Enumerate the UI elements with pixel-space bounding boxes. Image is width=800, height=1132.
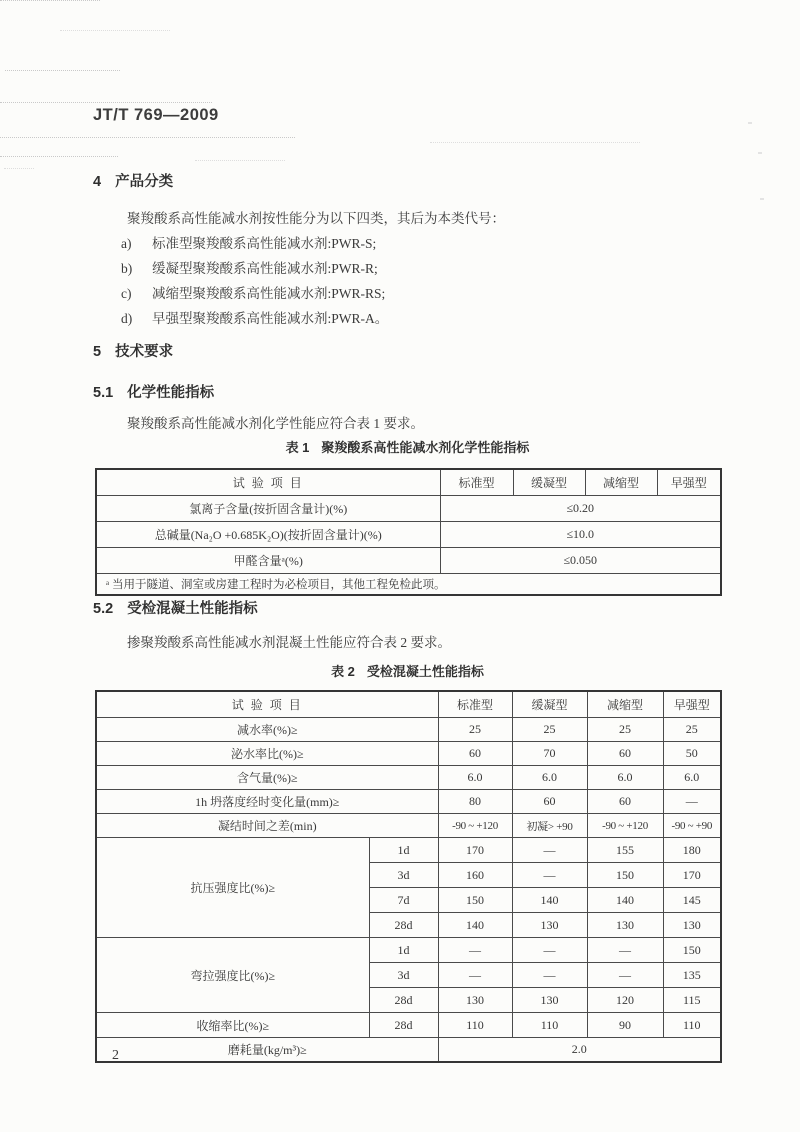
row-label: 含气量(%)≥ <box>96 766 438 790</box>
cell-value: -90 ~ +120 <box>587 814 663 838</box>
cell-value: 140 <box>438 913 512 938</box>
list-marker: b) <box>121 261 133 276</box>
clause-number: 4 <box>93 174 102 190</box>
cell-value: 115 <box>663 988 721 1013</box>
clause-5-heading <box>93 340 173 361</box>
cell-value: 130 <box>587 913 663 938</box>
scan-speck <box>758 152 762 154</box>
scan-speck <box>760 198 764 200</box>
table-header-row <box>96 469 721 496</box>
table-2-caption <box>95 661 720 680</box>
table-header-row <box>96 691 721 718</box>
cell-value: 160 <box>438 863 512 888</box>
cell-value: 25 <box>438 718 512 742</box>
list-item <box>121 231 388 256</box>
cell-value: 60 <box>587 790 663 814</box>
table-caption-title: 聚羧酸系高性能减水剂化学性能指标 <box>321 440 530 455</box>
table-row <box>96 1038 721 1063</box>
cell-value: — <box>663 790 721 814</box>
list-item <box>121 306 388 331</box>
cell-value: 110 <box>663 1013 721 1038</box>
cell-value: 110 <box>512 1013 587 1038</box>
cell-age: 7d <box>369 888 438 913</box>
table-row <box>96 938 721 963</box>
scan-speck <box>748 122 752 124</box>
list-item <box>121 281 388 306</box>
table-row <box>96 814 721 838</box>
cell-value: -90 ~ +90 <box>663 814 721 838</box>
cell-value: 135 <box>663 963 721 988</box>
cell-value: 50 <box>663 742 721 766</box>
scan-noise-line <box>0 102 212 103</box>
list-marker: d) <box>121 311 133 326</box>
table-row <box>96 718 721 742</box>
table-1 <box>95 468 722 596</box>
table-row <box>96 766 721 790</box>
cell-value: 140 <box>587 888 663 913</box>
cell-value: — <box>512 838 587 863</box>
cell-value: 6.0 <box>587 766 663 790</box>
table-caption-title: 受检混凝土性能指标 <box>366 664 484 679</box>
row-label: 1h 坍落度经时变化量(mm)≥ <box>96 790 438 814</box>
cell-value: 60 <box>438 742 512 766</box>
table-row <box>96 790 721 814</box>
list-item <box>121 256 388 281</box>
column-header-type: 缓凝型 <box>513 469 585 496</box>
cell-value: 2.0 <box>438 1038 721 1063</box>
column-header-item: 试 验 项 目 <box>96 691 438 718</box>
row-label: 收缩率比(%)≥ <box>96 1013 369 1038</box>
list-text: 标准型聚羧酸系高性能减水剂:PWR-S; <box>152 236 377 251</box>
cell-age: 1d <box>369 938 438 963</box>
table-row <box>96 522 721 548</box>
row-label: 弯拉强度比(%)≥ <box>96 938 369 1013</box>
cell-age: 3d <box>369 863 438 888</box>
scan-noise-line <box>5 70 120 71</box>
cell-age: 3d <box>369 963 438 988</box>
table-row <box>96 742 721 766</box>
table-row <box>96 838 721 863</box>
cell-value: 130 <box>512 988 587 1013</box>
scan-noise-line <box>195 160 285 161</box>
cell-value: 110 <box>438 1013 512 1038</box>
list-text: 早强型聚羧酸系高性能减水剂:PWR-A。 <box>152 311 389 326</box>
clause-5-1-paragraph: 聚羧酸系高性能减水剂化学性能应符合表 1 要求。 <box>127 416 424 431</box>
cell-value: 90 <box>587 1013 663 1038</box>
clause-title: 化学性能指标 <box>127 385 215 401</box>
table-caption-number: 表 2 <box>331 664 355 679</box>
column-header-type: 减缩型 <box>585 469 657 496</box>
list-text: 缓凝型聚羧酸系高性能减水剂:PWR-R; <box>152 261 378 276</box>
clause-number: 5 <box>93 344 102 360</box>
column-header-type: 标准型 <box>440 469 513 496</box>
clause-4-intro: 聚羧酸系高性能减水剂按性能分为以下四类，其后为本类代号： <box>127 211 505 226</box>
row-label: 泌水率比(%)≥ <box>96 742 438 766</box>
cell-age: 1d <box>369 838 438 863</box>
scan-noise-line <box>60 30 170 31</box>
column-header-type: 早强型 <box>657 469 721 496</box>
classification-list <box>121 231 388 331</box>
clause-5-2-heading <box>93 597 258 618</box>
row-label: 抗压强度比(%)≥ <box>96 838 369 938</box>
column-header-type: 标准型 <box>438 691 512 718</box>
cell-value: 170 <box>438 838 512 863</box>
list-text: 减缩型聚羧酸系高性能减水剂:PWR-RS; <box>152 286 386 301</box>
clause-title: 技术要求 <box>115 344 174 360</box>
table-row <box>96 548 721 574</box>
column-header-type: 早强型 <box>663 691 721 718</box>
cell-value: 80 <box>438 790 512 814</box>
column-header-item: 试 验 项 目 <box>96 469 440 496</box>
column-header-type: 缓凝型 <box>512 691 587 718</box>
cell-value: 25 <box>587 718 663 742</box>
table-1-caption <box>95 437 720 456</box>
row-label: 凝结时间之差(min) <box>96 814 438 838</box>
row-label: 总碱量(Na₂O +0.685K₂O)(按折固含量计)(%) <box>96 522 440 548</box>
scan-noise-line <box>4 168 34 169</box>
clause-title: 受检混凝土性能指标 <box>127 601 258 617</box>
clause-number: 5.2 <box>93 601 114 617</box>
cell-age: 28d <box>369 1013 438 1038</box>
scan-noise-line <box>0 137 295 138</box>
cell-value: 130 <box>512 913 587 938</box>
cell-value: 140 <box>512 888 587 913</box>
cell-value: — <box>438 938 512 963</box>
cell-value: 60 <box>512 790 587 814</box>
cell-value: 初凝> +90 <box>512 814 587 838</box>
cell-value: 130 <box>438 988 512 1013</box>
cell-value: 25 <box>663 718 721 742</box>
clause-number: 5.1 <box>93 385 114 401</box>
row-label: 氯离子含量(按折固含量计)(%) <box>96 496 440 522</box>
cell-value: 60 <box>587 742 663 766</box>
scan-noise-line <box>0 156 118 157</box>
table-footnote: ᵃ 当用于隧道、洞室或房建工程时为必检项目，其他工程免检此项。 <box>96 574 721 596</box>
cell-limit: ≤0.20 <box>440 496 721 522</box>
cell-value: — <box>512 963 587 988</box>
cell-value: 145 <box>663 888 721 913</box>
cell-value: 70 <box>512 742 587 766</box>
cell-value: 130 <box>663 913 721 938</box>
cell-limit: ≤0.050 <box>440 548 721 574</box>
cell-age: 28d <box>369 913 438 938</box>
cell-value: — <box>512 863 587 888</box>
clause-5-2-paragraph: 掺聚羧酸系高性能减水剂混凝土性能应符合表 2 要求。 <box>127 635 451 650</box>
row-label: 磨耗量(kg/m³)≥ <box>96 1038 438 1063</box>
cell-age: 28d <box>369 988 438 1013</box>
table-row <box>96 1013 721 1038</box>
scan-noise-line <box>430 142 640 143</box>
cell-value: 170 <box>663 863 721 888</box>
cell-value: — <box>587 938 663 963</box>
table-caption-number: 表 1 <box>285 440 310 455</box>
cell-value: — <box>587 963 663 988</box>
row-label: 减水率(%)≥ <box>96 718 438 742</box>
cell-value: 6.0 <box>438 766 512 790</box>
cell-value: — <box>438 963 512 988</box>
cell-value: 180 <box>663 838 721 863</box>
cell-value: 155 <box>587 838 663 863</box>
standard-number: JT/T 769—2009 <box>93 106 219 124</box>
clause-5-1-heading <box>93 381 214 402</box>
column-header-type: 减缩型 <box>587 691 663 718</box>
row-label: 甲醛含量ᵃ(%) <box>96 548 440 574</box>
list-marker: a) <box>121 236 132 251</box>
cell-value: 150 <box>587 863 663 888</box>
page-number: 2 <box>112 1048 119 1063</box>
cell-value: 6.0 <box>663 766 721 790</box>
clause-4-heading <box>93 170 173 191</box>
cell-value: 25 <box>512 718 587 742</box>
table-row <box>96 496 721 522</box>
cell-value: 150 <box>663 938 721 963</box>
cell-value: 6.0 <box>512 766 587 790</box>
cell-value: 120 <box>587 988 663 1013</box>
cell-limit: ≤10.0 <box>440 522 721 548</box>
cell-value: — <box>512 938 587 963</box>
cell-value: -90 ~ +120 <box>438 814 512 838</box>
cell-value: 150 <box>438 888 512 913</box>
scan-noise-line <box>0 0 100 1</box>
clause-title: 产品分类 <box>115 174 174 190</box>
list-marker: c) <box>121 286 132 301</box>
table-2 <box>95 690 722 1063</box>
table-footnote-row <box>96 574 721 596</box>
